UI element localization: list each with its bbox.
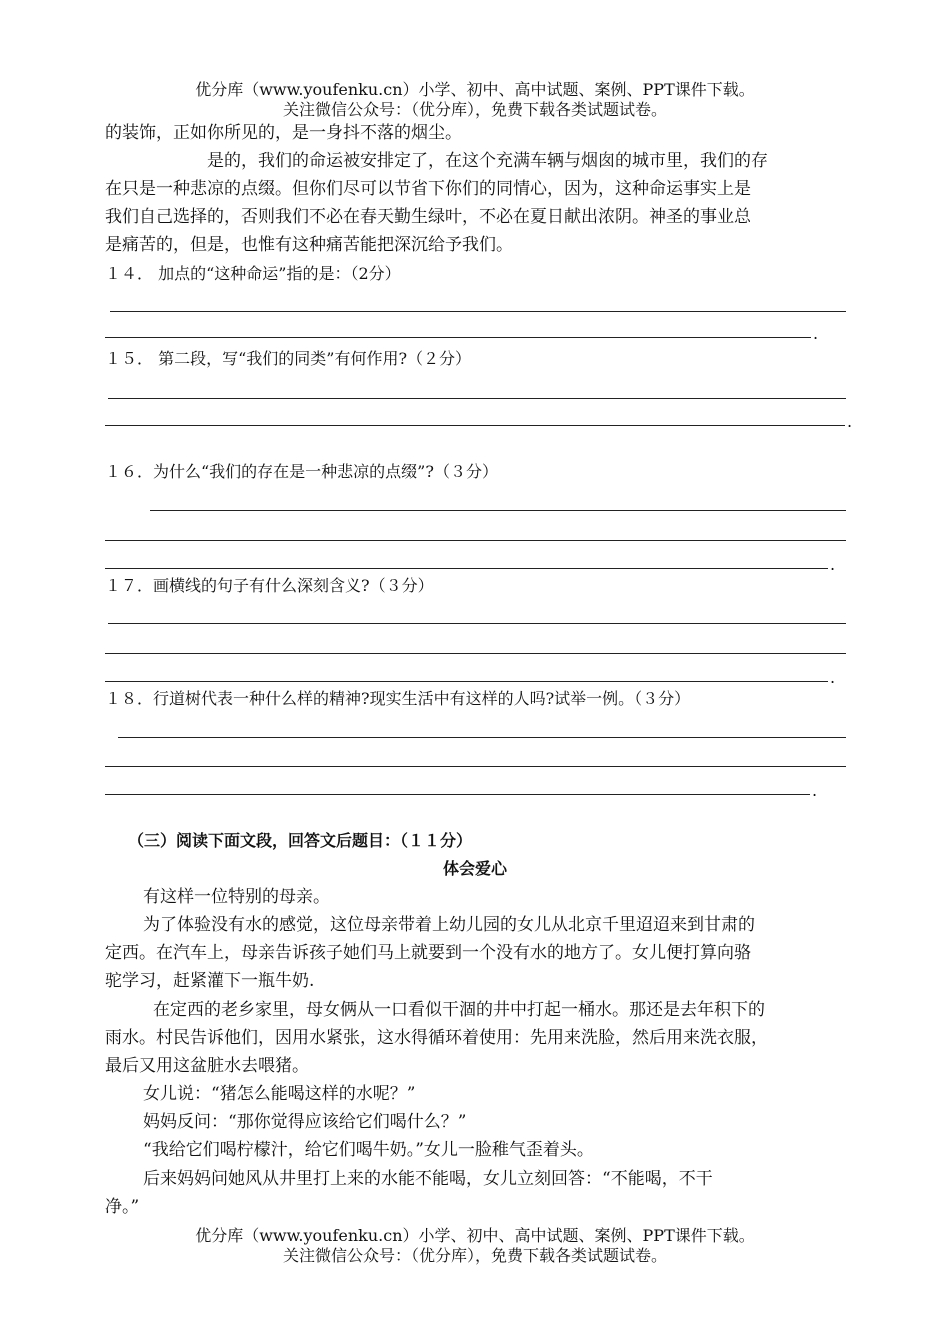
period-mark: .	[830, 668, 836, 687]
question-15: １５． 第二段，写“我们的同类”有何作用?（２分）	[105, 349, 472, 368]
answer-line[interactable]	[118, 737, 846, 738]
article-line-1: 有这样一位特别的母亲。	[143, 887, 330, 907]
question-14: １４． 加点的“这种命运”指的是：（2分）	[105, 264, 401, 283]
answer-line[interactable]	[105, 794, 810, 795]
article-line-2: 为了体验没有水的感觉，这位母亲带着上幼儿园的女儿从北京千里迢迢来到甘肃的	[143, 915, 755, 935]
article-line-11: 后来妈妈问她风从井里打上来的水能不能喝，女儿立刻回答：“不能喝，不干	[143, 1169, 713, 1189]
article-line-5: 在定西的老乡家里，母女俩从一口看似干涸的井中打起一桶水。那还是去年积下的	[153, 1000, 765, 1020]
question-18: １８．行道树代表一种什么样的精神?现实生活中有这样的人吗?试举一例。（３分）	[105, 689, 691, 708]
answer-line[interactable]	[108, 623, 846, 624]
article-line-4: 驼学习，赶紧灌下一瓶牛奶.	[105, 971, 315, 991]
footer-line-1: 优分库（www.youfenku.cn）小学、初中、高中试题、案例、PPT课件下载。	[195, 1226, 755, 1245]
answer-line[interactable]	[105, 337, 811, 338]
period-mark: .	[812, 781, 818, 800]
answer-line[interactable]	[150, 510, 846, 511]
article-line-7: 最后又用这盆脏水去喂猪。	[105, 1056, 309, 1076]
answer-line[interactable]	[105, 568, 828, 569]
period-mark: .	[813, 324, 819, 343]
answer-line[interactable]	[108, 398, 846, 399]
article-line-10: “我给它们喝柠檬汁，给它们喝牛奶。”女儿一脸稚气歪着头。	[143, 1140, 594, 1160]
answer-line[interactable]	[105, 425, 845, 426]
article-line-6: 雨水。村民告诉他们，因用水紧张，这水得循环着使用：先用来洗脸，然后用来洗衣服，	[105, 1028, 768, 1048]
question-16: １６．为什么“我们的存在是一种悲凉的点缀”?（３分）	[105, 462, 498, 481]
header-line-1: 优分库（www.youfenku.cn）小学、初中、高中试题、案例、PPT课件下载。	[195, 80, 755, 99]
article-title: 体会爱心	[442, 859, 507, 878]
footer-line-2: 关注微信公众号：（优分库），免费下载各类试题试卷。	[282, 1246, 667, 1265]
passage-line-4: 我们自己选择的，否则我们不必在春天勤生绿叶，不必在夏日献出浓阴。神圣的事业总	[105, 207, 751, 227]
period-mark: .	[847, 412, 853, 431]
passage-line-3: 在只是一种悲凉的点缀。但你们尽可以节省下你们的同情心，因为，这种命运事实上是	[105, 179, 751, 199]
header-line-2: 关注微信公众号：（优分库），免费下载各类试题试卷。	[282, 100, 667, 119]
section-heading: （三）阅读下面文段，回答文后题目：（１１分）	[128, 831, 473, 850]
article-line-9: 妈妈反问：“那你觉得应该给它们喝什么？”	[143, 1112, 467, 1132]
answer-line[interactable]	[105, 653, 846, 654]
passage-line-2: 是的，我们的命运被安排定了，在这个充满车辆与烟囱的城市里，我们的存	[207, 151, 768, 171]
question-17: １７．画横线的句子有什么深刻含义?（３分）	[105, 576, 434, 595]
answer-line[interactable]	[105, 681, 828, 682]
article-line-12: 净。”	[105, 1197, 140, 1217]
article-line-3: 定西。在汽车上，母亲告诉孩子她们马上就要到一个没有水的地方了。女儿便打算向骆	[105, 943, 751, 963]
answer-line[interactable]	[110, 311, 846, 312]
passage-line-1: 的装饰，正如你所见的，是一身抖不落的烟尘。	[105, 123, 462, 143]
passage-line-5: 是痛苦的，但是，也惟有这种痛苦能把深沉给予我们。	[105, 235, 513, 255]
answer-line[interactable]	[105, 766, 846, 767]
article-line-8: 女儿说：“猪怎么能喝这样的水呢？”	[143, 1084, 416, 1104]
period-mark: .	[830, 555, 836, 574]
answer-line[interactable]	[105, 540, 846, 541]
